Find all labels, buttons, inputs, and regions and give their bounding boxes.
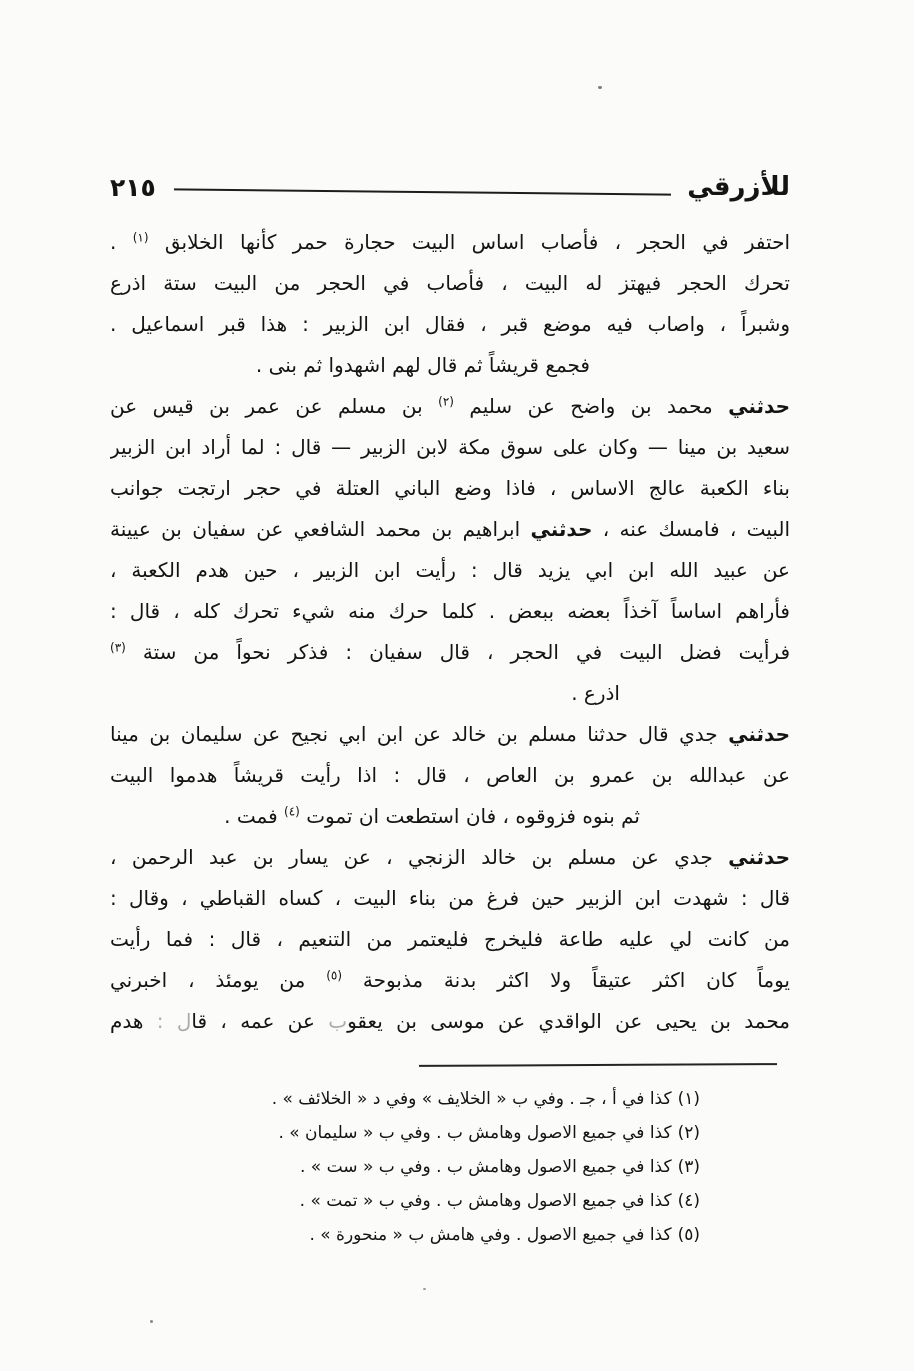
ink-speck (423, 1288, 426, 1290)
text-segment: فأراهم اساساً آخذاً بعضه ببعض . كلما حرك منه شيء تحرك كله ، قال : (110, 599, 790, 623)
footnote-text: كذا في أ ، جـ . وفي ب « الخلايف » وفي د « الخلائف » . (271, 1089, 672, 1109)
text-line (110, 427, 790, 468)
text-line (110, 837, 790, 878)
text-segment: ب (328, 1009, 348, 1033)
text-segment: هدم (110, 1009, 157, 1033)
text-segment: احتفر في الحجر ، فأصاب اساس البيت حجارة حمر كأنها الخلابق (148, 230, 790, 254)
page-header (0, 0, 914, 202)
text-segment: . (110, 230, 133, 254)
body-paragraph (110, 837, 790, 1042)
text-segment: جدي قال حدثنا مسلم بن خالد عن ابن ابي نجيح عن سليمان بن مينا (110, 722, 729, 746)
text-line (110, 878, 790, 919)
ink-speck (150, 1320, 153, 1323)
text-segment: بناء الكعبة عالج الاساس ، فاذا وضع الباني العتلة في حجر ارتجت جوانب (110, 476, 790, 500)
text-segment: ثم بنوه فزوقوه ، فان استطعت ان تموت (299, 804, 640, 828)
text-segment: يوماً كان اكثر عتيقاً ولا اكثر بدنة مذبوحة (342, 968, 790, 992)
text-segment: محمد بن واضح عن سليم (453, 394, 729, 418)
footnote-text: كذا في جميع الاصول وهامش ب . وفي ب « ست » . (300, 1157, 672, 1177)
text-segment: من يومئذ ، اخبرني (110, 968, 327, 992)
body-paragraph (110, 222, 790, 386)
text-segment: البيت ، فامسك عنه ، (592, 517, 790, 541)
text-segment: بن مسلم عن عمر بن قيس عن (110, 394, 439, 418)
text-line (110, 222, 790, 263)
text-segment: ابراهيم بن محمد الشافعي عن سفيان بن عيينة (110, 517, 531, 541)
footnote-marker: (٣) (677, 1157, 700, 1177)
header-rule (174, 188, 671, 195)
footnote-text: كذا في جميع الاصول . وفي هامش ب « منحورة » . (309, 1225, 672, 1245)
body-paragraph (110, 386, 790, 714)
text-segment: تحرك الحجر فيهتز له البيت ، فأصاب في الحجر من البيت ستة اذرع (110, 271, 790, 295)
text-line (110, 550, 790, 591)
page-number: ٢١٥ (110, 172, 156, 202)
body-paragraph (110, 714, 790, 837)
footnote-text: كذا في جميع الاصول وهامش ب . وفي ب « تمت » . (299, 1191, 672, 1211)
text-line (110, 591, 790, 632)
text-line (110, 632, 790, 673)
footnote-item (110, 1218, 700, 1252)
text-segment: وشبراً ، واصاب فيه موضع قبر ، فقال ابن الزبير : هذا قبر اسماعيل . (110, 312, 790, 336)
footnote-ref: (٤) (284, 804, 300, 819)
text-line (110, 960, 790, 1001)
text-segment: فجمع قريشاً ثم قال لهم اشهدوا ثم بنى . (255, 353, 590, 377)
footnote-ref: (٥) (326, 968, 343, 983)
footnote-text: كذا في جميع الاصول وهامش ب . وفي ب « سليمان » . (278, 1123, 672, 1143)
footnote-marker: (٤) (677, 1191, 700, 1211)
text-line (110, 468, 790, 509)
page-body (0, 202, 914, 1042)
footnote-item (110, 1116, 700, 1150)
emphasis-text: حدثني (728, 722, 790, 746)
text-line (110, 796, 640, 837)
footnote-item (110, 1184, 700, 1218)
text-segment: اذرع . (571, 681, 620, 705)
text-line (110, 1001, 790, 1042)
book-title: للأزرقي (687, 172, 790, 202)
footnote-item (110, 1082, 700, 1116)
text-segment: فرأيت فضل البيت في الحجر ، قال سفيان : فذكر نحواً من ستة (125, 640, 790, 664)
text-line (110, 509, 790, 550)
text-segment: فمت . (224, 804, 285, 828)
footnote-item (110, 1150, 700, 1184)
text-segment: من كانت لي عليه طاعة فليخرج فليعتمر من التنعيم ، قال : فما رأيت (110, 927, 790, 951)
emphasis-text: حدثني (728, 394, 790, 418)
footnote-marker: (٢) (677, 1123, 700, 1143)
footnote-marker: (١) (677, 1089, 700, 1109)
text-line (110, 673, 620, 714)
text-line (110, 345, 590, 386)
text-segment: محمد بن يحيى عن الواقدي عن موسى بن يعقو (347, 1009, 790, 1033)
text-line (110, 714, 790, 755)
text-segment: ل : (156, 1009, 192, 1033)
text-line (110, 386, 790, 427)
ink-speck (598, 86, 602, 89)
text-segment: سعيد بن مينا — وكان على سوق مكة لابن الزبير — قال : لما أراد ابن الزبير (110, 435, 790, 459)
text-line (110, 263, 790, 304)
text-line (110, 919, 790, 960)
emphasis-text: حدثني (728, 845, 790, 869)
footnote-separator (419, 1063, 777, 1067)
footnote-ref: (٣) (110, 640, 126, 655)
text-segment: عن عبدالله بن عمرو بن العاص ، قال : اذا رأيت قريشاً هدموا البيت (110, 763, 790, 787)
text-segment: عن عمه ، قا (191, 1009, 329, 1033)
text-segment: قال : شهدت ابن الزبير حين فرغ من بناء البيت ، كساه القباطي ، وقال : (110, 886, 790, 910)
text-line (110, 755, 790, 796)
text-segment: عن عبيد الله ابن ابي يزيد قال : رأيت ابن الزبير ، حين هدم الكعبة ، (110, 558, 790, 582)
footnotes-section (110, 1082, 700, 1252)
footnote-marker: (٥) (677, 1225, 700, 1245)
text-segment: جدي عن مسلم بن خالد الزنجي ، عن يسار بن عبد الرحمن ، (110, 845, 729, 869)
text-line (110, 304, 790, 345)
emphasis-text: حدثني (530, 517, 593, 541)
footnote-ref: (٢) (438, 394, 454, 409)
footnote-ref: (١) (132, 230, 149, 245)
